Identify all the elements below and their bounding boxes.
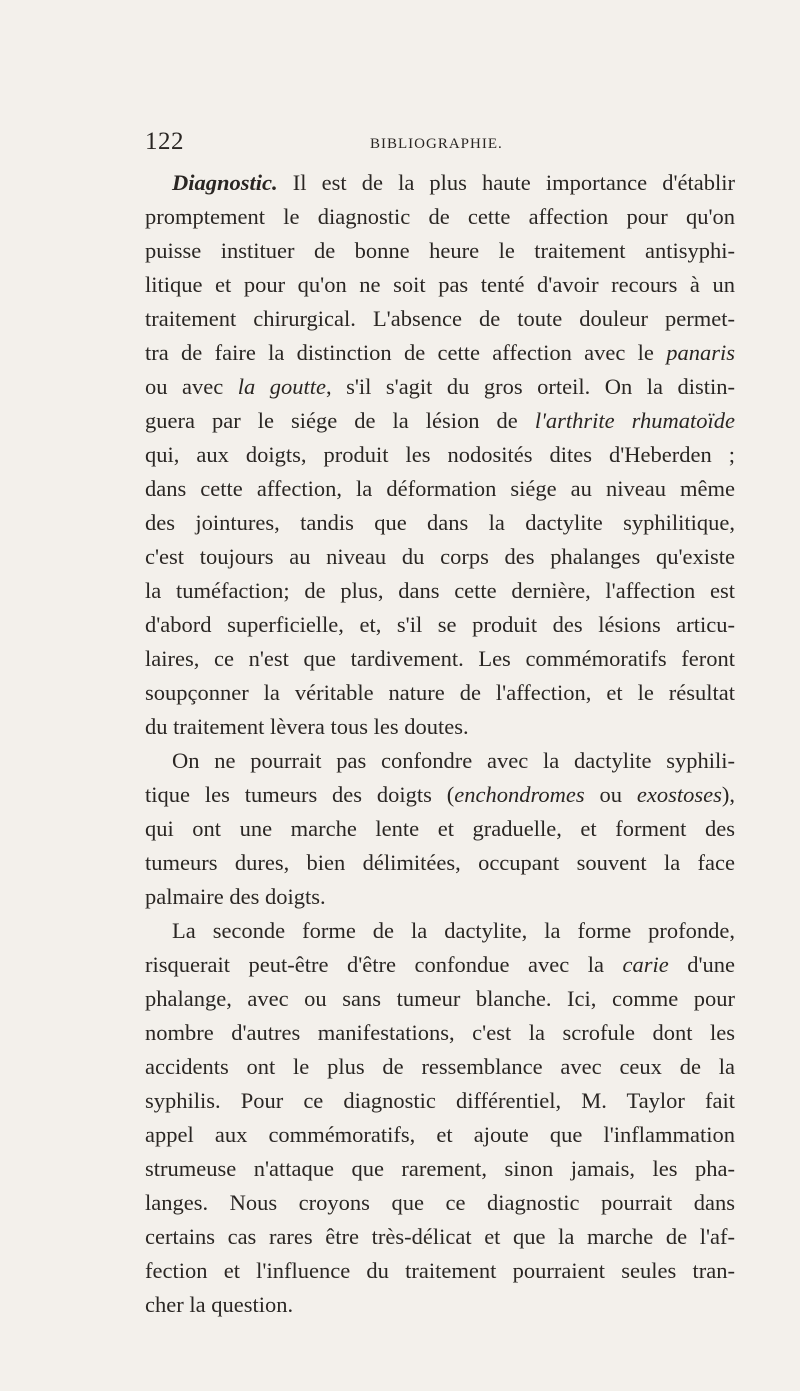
text-line: des jointures, tandis que dans la dactylite syphilitique, xyxy=(145,510,735,535)
text-line: tra de faire la distinction de cette affection avec le panaris xyxy=(145,340,735,365)
text-line: fection et l'influence du traitement pourraient seules tran- xyxy=(145,1258,735,1283)
text-line: puisse instituer de bonne heure le traitement antisyphi- xyxy=(145,238,735,263)
body-text xyxy=(145,166,735,1322)
text-line: langes. Nous croyons que ce diagnostic pourrait dans xyxy=(145,1190,735,1215)
text-line: appel aux commémoratifs, et ajoute que l'inflammation xyxy=(145,1122,735,1147)
text-line: d'abord superficielle, et, s'il se produit des lésions articu- xyxy=(145,612,735,637)
text-line: Diagnostic. Il est de la plus haute importance d'établir xyxy=(172,170,735,195)
italic-term: panaris xyxy=(666,340,735,365)
text-line: nombre d'autres manifestations, c'est la scrofule dont les xyxy=(145,1020,735,1045)
running-head: BIBLIOGRAPHIE. xyxy=(370,136,503,152)
text-line: accidents ont le plus de ressemblance avec ceux de la xyxy=(145,1054,735,1079)
text-line: litique et pour qu'on ne soit pas tenté d'avoir recours à un xyxy=(145,272,735,297)
text-line: syphilis. Pour ce diagnostic différentiel, M. Taylor fait xyxy=(145,1088,735,1113)
page-number: 122 xyxy=(145,128,184,155)
text-line: risquerait peut-être d'être confondue avec la carie d'une xyxy=(145,952,735,977)
text-line: laires, ce n'est que tardivement. Les commémoratifs feront xyxy=(145,646,735,671)
text-line: tique les tumeurs des doigts (enchondromes ou exostoses), xyxy=(145,782,736,807)
section-lead-word: Diagnostic. xyxy=(172,170,278,195)
italic-term: exostoses xyxy=(636,782,722,807)
text-line: du traitement lèvera tous les doutes. xyxy=(145,714,469,739)
text-line: cher la question. xyxy=(145,1292,294,1317)
text-line: certains cas rares être très-délicat et que la marche de l'af- xyxy=(145,1224,735,1249)
text-line: guera par le siége de la lésion de l'arthrite rhumatoïde xyxy=(145,408,736,433)
italic-term: enchondromes xyxy=(454,782,585,807)
text-line: La seconde forme de la dactylite, la forme profonde, xyxy=(172,918,735,943)
text-line: promptement le diagnostic de cette affection pour qu'on xyxy=(145,204,735,229)
page-header xyxy=(145,128,735,158)
text-line: c'est toujours au niveau du corps des phalanges qu'existe xyxy=(145,544,735,569)
text-line: phalange, avec ou sans tumeur blanche. Ici, comme pour xyxy=(145,986,735,1011)
text-line: qui, aux doigts, produit les nodosités dites d'Heberden ; xyxy=(145,442,735,467)
text-line: la tuméfaction; de plus, dans cette dernière, l'affection est xyxy=(145,578,735,603)
text-line: tumeurs dures, bien délimitées, occupant souvent la face xyxy=(145,850,735,875)
text-line: qui ont une marche lente et graduelle, et forment des xyxy=(145,816,735,841)
text-line: strumeuse n'attaque que rarement, sinon jamais, les pha- xyxy=(145,1156,735,1181)
text-line: On ne pourrait pas confondre avec la dactylite syphili- xyxy=(172,748,735,773)
text-line: palmaire des doigts. xyxy=(145,884,326,909)
italic-term: carie xyxy=(622,952,669,977)
text-line: traitement chirurgical. L'absence de toute douleur permet- xyxy=(145,306,735,331)
text-line: dans cette affection, la déformation siége au niveau même xyxy=(145,476,735,501)
text-line: ou avec la goutte, s'il s'agit du gros orteil. On la distin- xyxy=(145,374,735,399)
text-line: soupçonner la véritable nature de l'affection, et le résultat xyxy=(145,680,735,705)
italic-term: l'arthrite rhumatoïde xyxy=(534,408,736,433)
italic-term: la goutte xyxy=(237,374,326,399)
